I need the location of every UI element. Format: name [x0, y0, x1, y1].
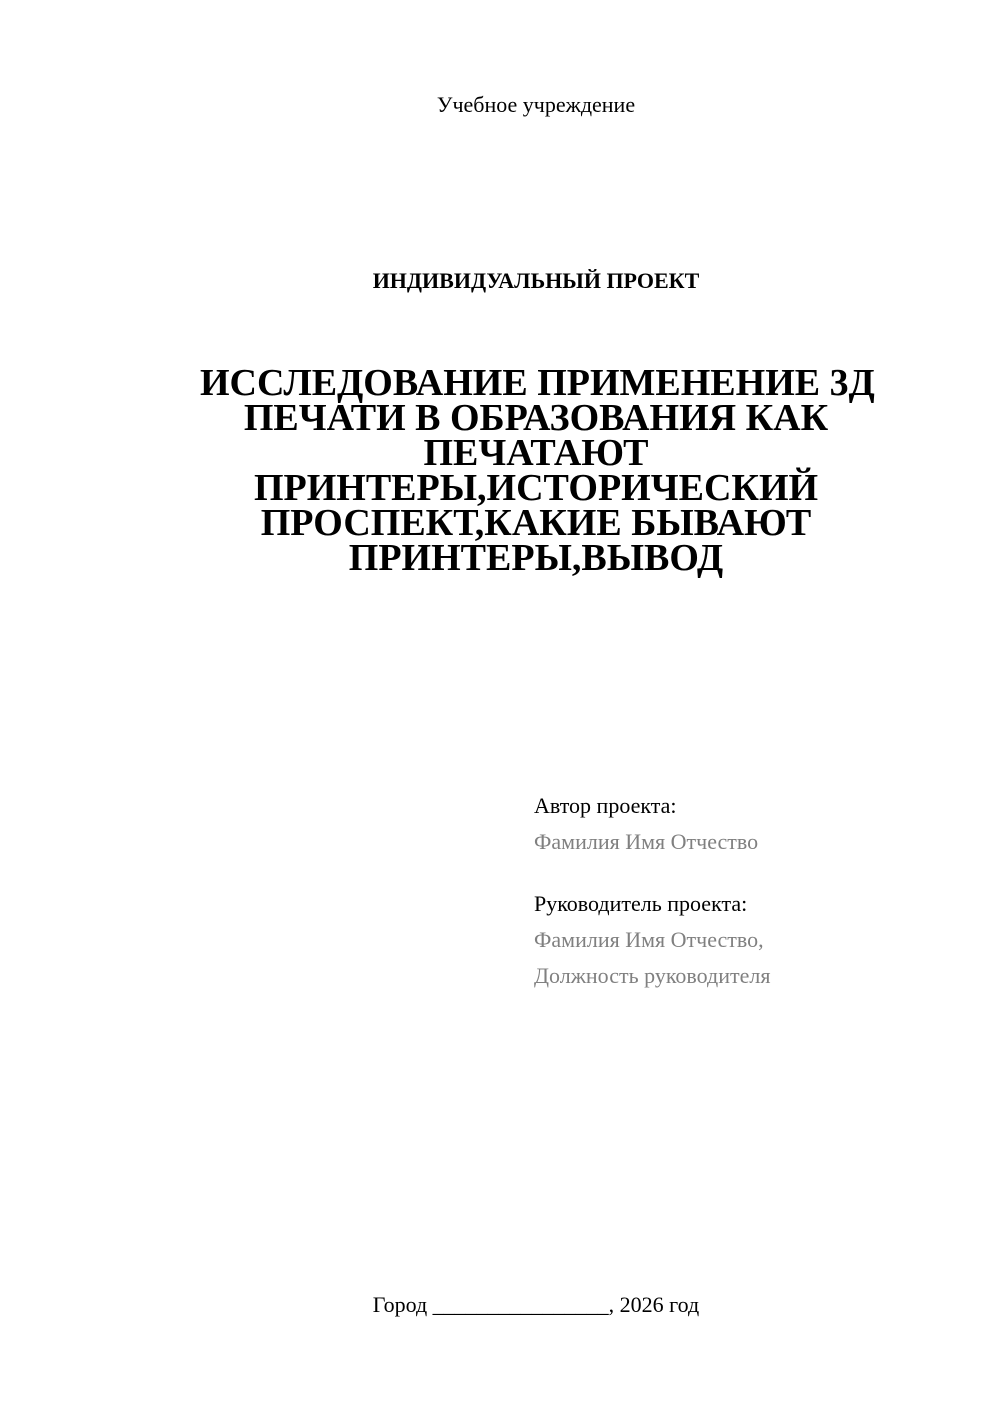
project-type-heading: ИНДИВИДУАЛЬНЫЙ ПРОЕКТ — [372, 268, 700, 293]
spacer — [534, 860, 974, 886]
author-label: Автор проекта: — [534, 793, 677, 818]
project-title — [200, 362, 875, 579]
project-title-line: ПРИНТЕРЫ,ИСТОРИЧЕСКИЙ — [253, 467, 819, 509]
supervisor-name: Фамилия Имя Отчество, — [534, 927, 764, 952]
project-title-line: ПРОСПЕКТ,КАКИЕ БЫВАЮТ — [260, 502, 812, 544]
city-year-footer: Город ________________, 2026 год — [372, 1292, 700, 1317]
project-title-line: ПЕЧАТИ В ОБРАЗОВАНИЯ КАК — [243, 397, 829, 439]
project-title-line: ПЕЧАТАЮТ — [423, 432, 649, 474]
author-name: Фамилия Имя Отчество — [534, 829, 759, 854]
project-title-line: ПРИНТЕРЫ,ВЫВОД — [348, 537, 724, 579]
supervisor-label: Руководитель проекта: — [534, 891, 748, 916]
institution-name: Учебное учреждение — [436, 92, 636, 117]
project-title-line: ИССЛЕДОВАНИЕ ПРИМЕНЕНИЕ 3Д — [200, 362, 875, 404]
supervisor-position: Должность руководителя — [534, 963, 771, 988]
project-people-block — [534, 788, 974, 994]
